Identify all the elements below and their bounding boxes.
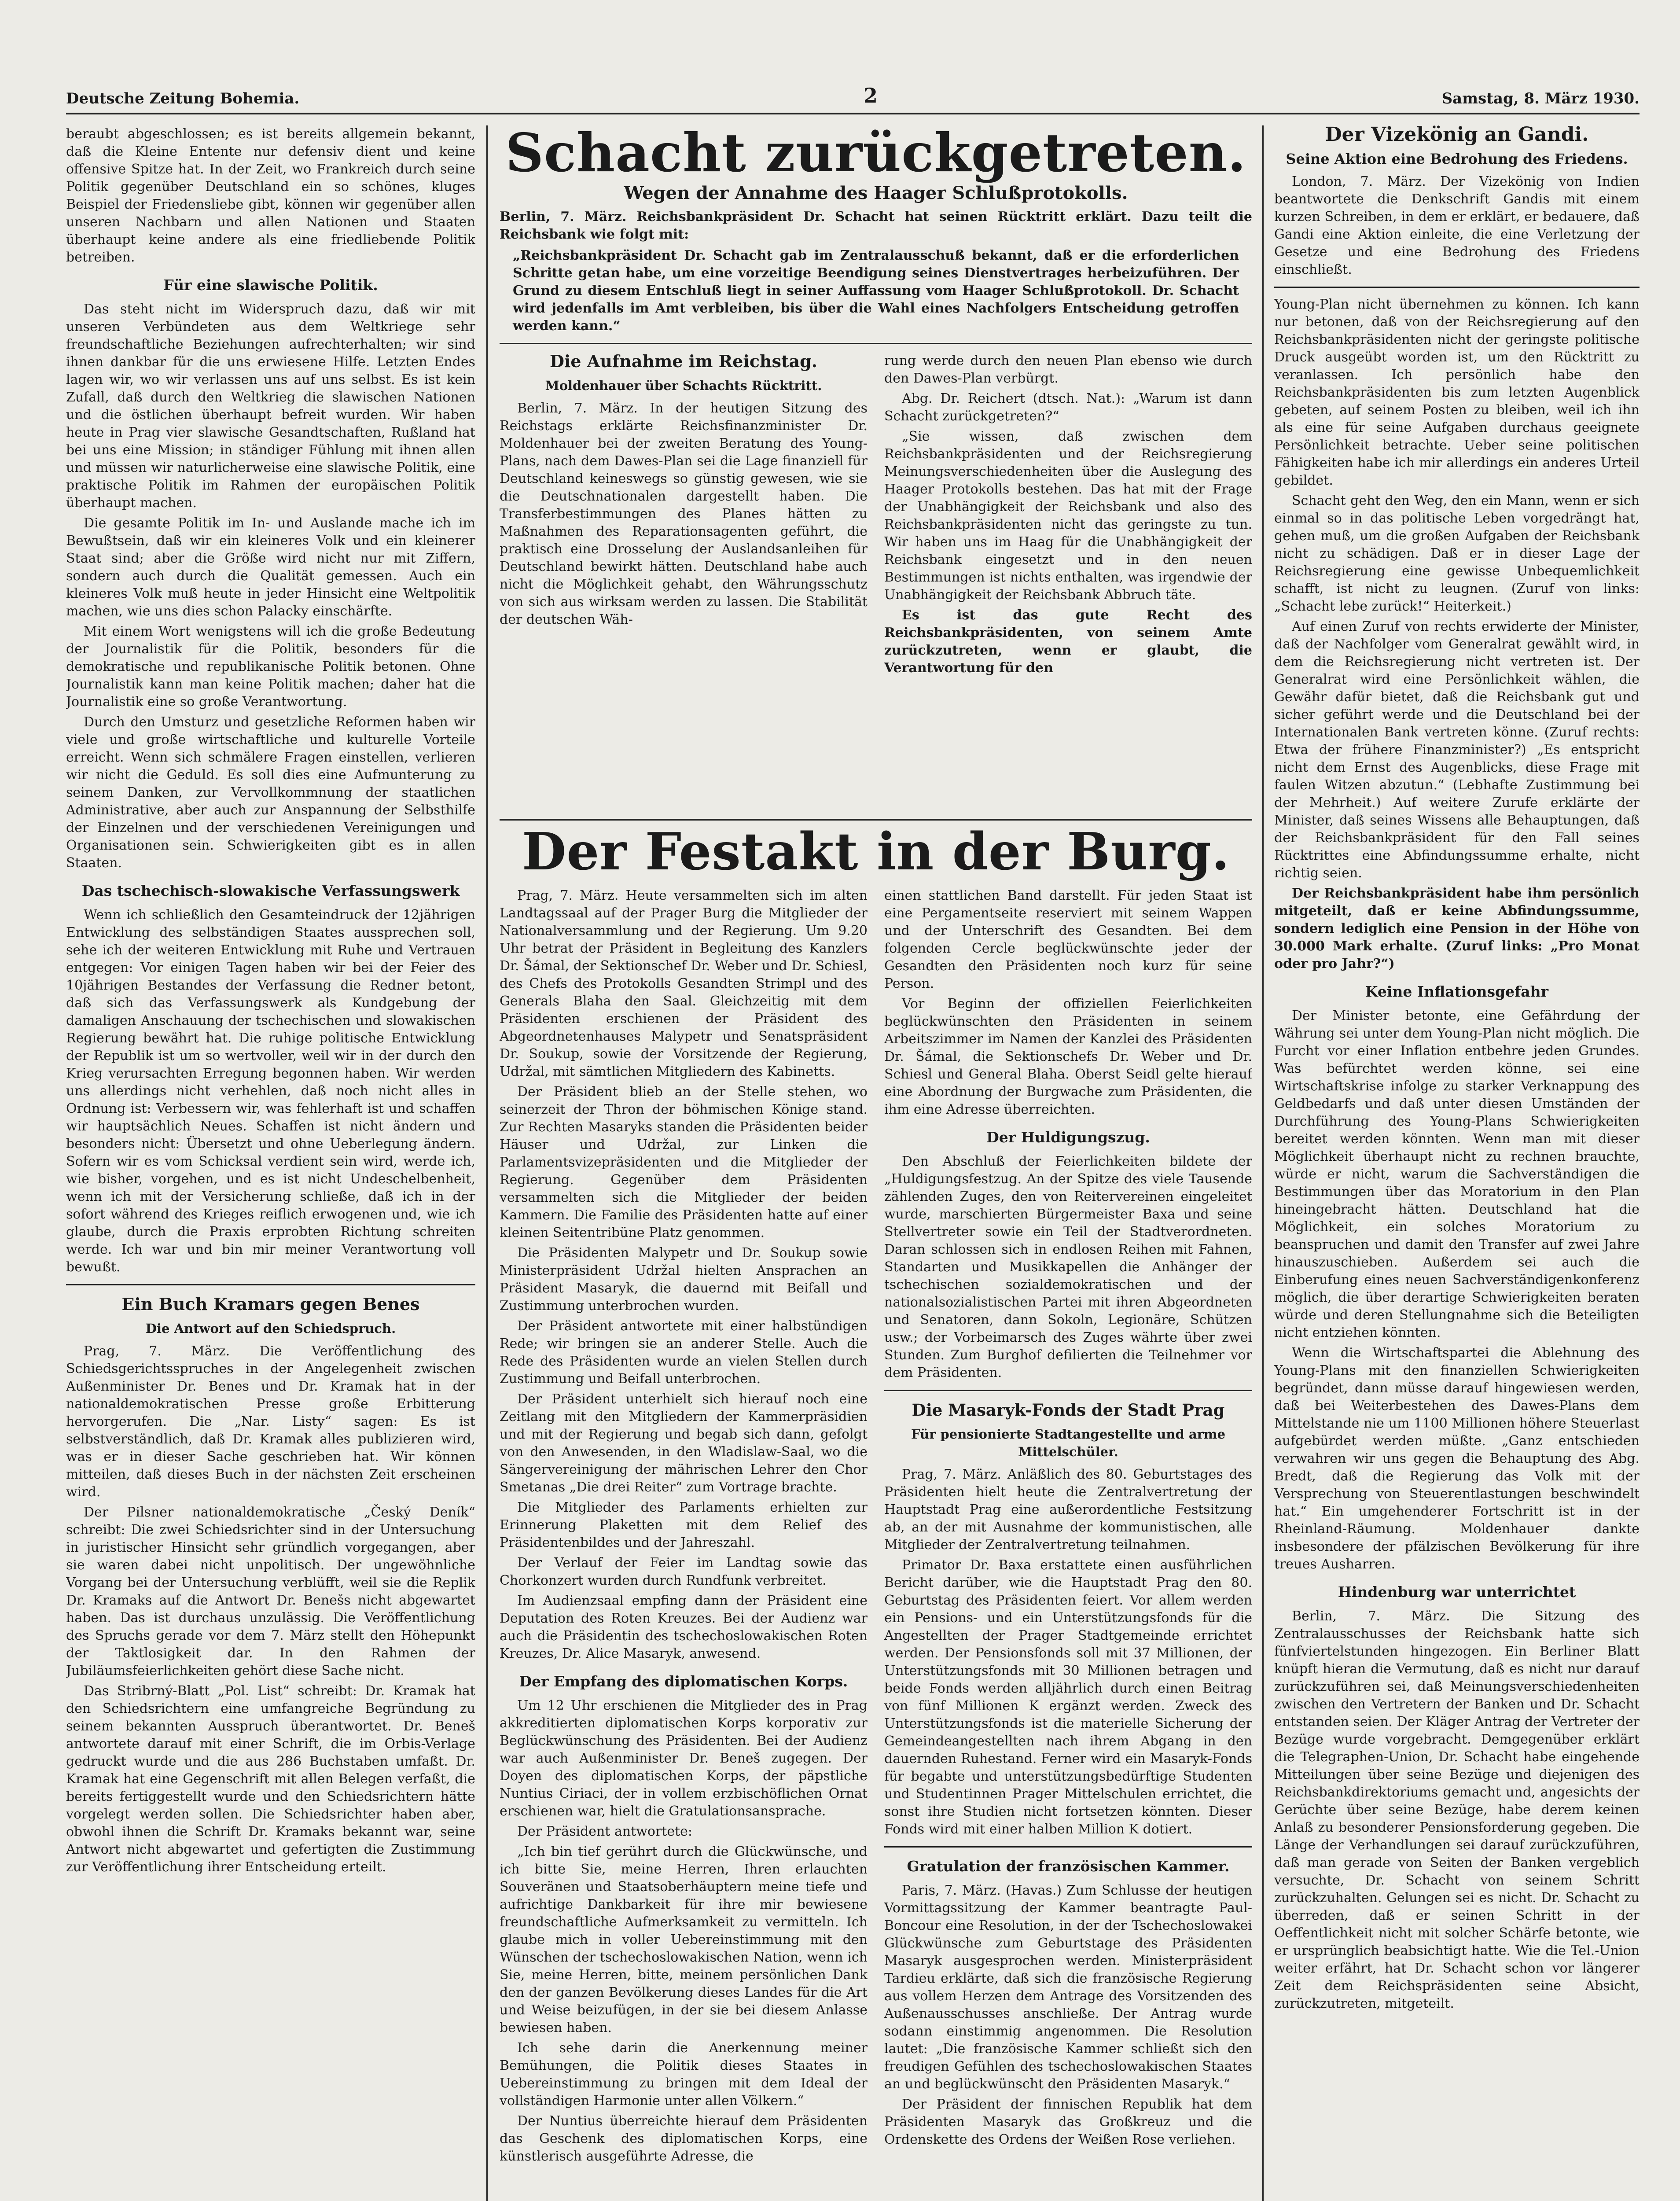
article-paragraph: Im Audienzsaal empfing dann der Präsident eine Deputation des Roten Kreuzes. Bei der Audienz war auch die Präsidentin des tschechoslowakischen Roten Kreuzes, Dr. Alice Masaryk, anwesend. (500, 1593, 868, 1661)
article-paragraph: Es ist das gute Recht des Reichsbankpräsidenten, von seinem Amte zurückzutreten, wenn er glaubt, die Verantwortung für den (884, 607, 1252, 676)
article-paragraph: Schacht geht den Weg, den ein Mann, wenn er sich einmal so in das politische Leben vorgedrängt hat, gehen muß, um die großen Aufgaben der Reichsbank nicht zu schädigen. Daß er in dieser Lage der Reichsregierung eine gewisse Unbequemlichkeit schafft, ist nicht zu leugnen. (Zuruf von links: „Schacht lebe zurück!“ Heiterkeit.) (1274, 493, 1640, 614)
article-paragraph: Paris, 7. März. (Havas.) Zum Schlusse der heutigen Vormittagssitzung der Kammer beantragte Paul-Boncour eine Resolution, in der der Tschechoslowakei Glückwünsche zum Geburtstage des Präsidenten Masaryk ausgesprochen werden. Ministerpräsident Tardieu erklärte, daß sich die französische Regierung aus vollem Herzen dem Antrage des Vorsitzenden des Außenausschusses anschließe. Der Antrag wurde sodann einstimmig angenommen. Die Resolution lautet: „Die französische Kammer schließt sich den freudigen Gefühlen des tschechoslowakischen Staates an und beglückwünscht den Präsidenten Masaryk.“ (884, 1882, 1252, 2092)
article-paragraph: Mit einem Wort wenigstens will ich die große Bedeutung der Journalistik für die Politik, besonders für die demokratische und republikanische Politik betonen. Ohne Journalistik kann man keine Politik machen; daher hat die Journalistik eine so große Verantwortung. (66, 624, 475, 710)
article-paragraph: Der Präsident unterhielt sich hierauf noch eine Zeitlang mit den Mitgliedern der Kammerpräsidien und mit der Regierung und begab sich dann, gefolgt von den Anwesenden, in den Wladislaw-Saal, wo die Sängervereinigung der mährischen Lehrer den Chor Smetanas „Die drei Reiter“ zum Vortrage brachte. (500, 1391, 868, 1495)
page-header (66, 77, 1640, 114)
article-paragraph: Das steht nicht im Widerspruch dazu, daß wir mit unseren Verbündeten aus dem Weltkriege sehr freundschaftliche Beziehungen aufrechterhalten; wir sind ihnen dankbar für die uns erwiesene Hilfe. Letzten Endes lagen wir, wo wir verlassen uns auf uns selbst. Es ist kein Zufall, daß durch den Weltkrieg die slawischen Nationen und die östlichen überhaupt befreit wurden. Wir haben heute in Prag vier slawische Gesandtschaften, Rußland hat bei uns eine Mission; in ständiger Fühlung mit ihnen allen und müssen wir naturlicherweise eine slawische Politik, eine praktische Politik im Rahmen der europäischen Politik überhaupt machen. (66, 302, 475, 511)
reichstag-columns (500, 352, 1252, 677)
article-paragraph: Den Abschluß der Feierlichkeiten bildete der „Huldigungsfestzug. An der Spitze des viele Tausende zählenden Zuges, den von Reitervereinen eingeleitet wurde, marschierten Bürgermeister Baxa und seine Stellvertreter sowie ein Teil der Stadtverordneten. Daran schlossen sich in endlosen Reihen mit Fahnen, Standarten und Musikkapellen die Anhänger der tschechischen sozialdemokratischen und der nationalsozialistischen Partei mit ihren Abgeordneten und Senatoren, dann Sokoln, Legionäre, Schützen usw.; der Vorbeimarsch des Zuges währte über zwei Stunden. Zum Burghof defilierten die Teilnehmer vor dem Präsidenten. (884, 1153, 1252, 1380)
article-paragraph: Der Präsident antwortete: (517, 1823, 693, 1839)
festakt-article (500, 825, 1252, 2201)
issue-date: Samstag, 8. März 1930. (1441, 90, 1640, 107)
section-subtitle-masaryk-fonds: Für pensionierte Stadtangestellte und arme Mittelschüler. (911, 1426, 1226, 1459)
article-paragraph: Prag, 7. März. Heute versammelten sich im alten Landtagssaal auf der Prager Burg die Mitglieder der Nationalversammlung und der Regierung. Um 9.20 Uhr betrat der Präsident in Begleitung des Kanzlers Dr. Šámal, der Sektionschef Dr. Weber und Dr. Schiesl, des Chefs des Protokolls Gesandten Strimpl und des Generals Blaha den Saal. Gleichzeitig mit dem Präsidenten erschienen der Präsident des Abgeordnetenhauses Malypetr und Senatspräsident Dr. Soukup, sowie der Vorsitzende der Regierung, Udržal, mit sämtlichen Mitgliedern des Kabinetts. (500, 887, 868, 1079)
intro-text: beraubt abgeschlossen; es ist bereits allgemein bekannt, daß die Kleine Entente nur defensiv dient und keine offensive Spitze hat. In der Zeit, wo Frankreich durch seine Politik gegenüber Deutschland ein so schönes, kluges Beispiel der Friedensliebe gibt, können wir gegenüber allen unseren Nachbarn und allen Nationen und Staaten überhaupt keine andere als eine friedliebende Politik betreiben. (66, 126, 475, 265)
article-paragraph: Der Minister betonte, eine Gefährdung der Währung sei unter dem Young-Plan nicht möglich. Die Furcht vor einer Inflation entbehre jeden Grundes. Was befürchtet werden könne, sei eine Wirtschaftskrise infolge zu starker Verknappung des Geldbedarfs und daß unter diesen Umständen der Durchführung des Young-Plans Schwierigkeiten bereitet werden könnten. Wenn man mit dieser Möglichkeit überhaupt nicht zu rechnen brauchte, würde er nicht, warum die Sachverständigen die Bestimmungen über das Moratorium in den Plan hineingebracht hätten. Deutschland hat die Möglichkeit, ein solches Moratorium zu beanspruchen und damit den Transfer auf zwei Jahre hinauszuschieben. Außerdem sei auch die Einberufung eines neuen Sachverständigenkonferenz möglich, die über derartige Schwierigkeiten beraten würde und deren Stellungnahme sich die Beteiligten nicht entziehen könnten. (1274, 1008, 1640, 1340)
masthead-name: Deutsche Zeitung Bohemia. (66, 90, 300, 107)
article-paragraph: Das Stribrný-Blatt „Pol. List“ schreibt: Dr. Kramak hat den Schiedsrichtern eine umfangreiche Begründung zu seinem bekannten Ausspruch überantwortet. Dr. Beneš antwortete darauf mit einer Schrift, die im Orbis-Verlage gedruckt wurde und die aus 286 Buchstaben umfaßt. Dr. Kramak hat eine Gegenschrift mit allen Belegen verfaßt, die bereits fertiggestellt wurde und den Schiedsrichtern hätte vorgelegt werden sollen. Die Schiedsrichter haben aber, obwohl ihnen die Schrift Dr. Kramaks bekannt war, seine Antwort nicht abgewartet und gefertigten die Zustimmung zur Veröffentlichung ihrer Entscheidung erteilt. (66, 1683, 475, 1875)
article-paragraph: Auf einen Zuruf von rechts erwiderte der Minister, daß der Nachfolger vom Generalrat gewählt wird, in dem die Reichsregierung nicht vertreten ist. Der Generalrat wird eine Persönlichkeit wählen, die Gewähr dafür bietet, daß die Reichsbank gut und sicher geführt werde und die Deutschland bei der Internationalen Bank vertreten könne. (Zuruf rechts: Etwa der frühere Finanzminister?) „Es entspricht nicht dem Ernst des Augenblicks, diese Frage mit faulen Witzen abzutun.“ (Lebhafte Zustimmung bei der Mehrheit.) Auf weitere Zurufe erklärte der Minister, daß seines Wissens alle Behauptungen, daß der Reichsbankpräsident für den Fall seines Rücktrittes eine Abfindungssumme erhalte, nicht richtig seien. (1274, 619, 1640, 881)
schacht-article (500, 125, 1252, 812)
reichstag-col-left (500, 352, 868, 677)
section-divider (884, 1390, 1252, 1391)
section-subtitle-kramar: Die Antwort auf den Schiedspruch. (145, 1321, 396, 1336)
article-paragraph: Young-Plan nicht übernehmen zu können. Ich kann nur betonen, daß von der Reichsregierung auf den Reichsbankpräsidenten nicht der geringste politische Druck ausgeübt worden ist, um den Rücktritt zu veranlassen. Ich persönlich habe den Reichsbankpräsidenten bis zum letzten Augenblick gebeten, auf seinem Posten zu bleiben, weil ich ihn als eine für seine Aufgaben durchaus geeignete Persönlichkeit betrachte. Ueber seine politischen Fähigkeiten habe ich mir allerdings ein anderes Urteil gebildet. (1274, 297, 1640, 488)
section-title-constitution: Das tschechisch-slowakische Verfassungswerk (81, 882, 460, 899)
section-title-reichstag: Die Aufnahme im Reichstag. (550, 351, 817, 371)
article-paragraph: Berlin, 7. März. In der heutigen Sitzung des Reichstags erklärte Reichsfinanzminister Dr. Moldenhauer bei der zweiten Beratung des Young-Plans, nach dem Dawes-Plan sei die Lage finanziell für Deutschland keineswegs so günstig gewesen, wie sie die Deutschnationalen dargestellt haben. Die Transferbestimmungen des Planes hätten zu Maßnahmen des Reparationsagenten geführt, die praktisch eine Drosselung der Auslandsanleihen für Deutschland bewirkt hätten. Deutschland habe auch nicht die Möglichkeit gehabt, den Währungsschutz von sich aus wirksam werden zu lassen. Die Stabilität der deutschen Wäh- (500, 401, 868, 627)
left-column (66, 125, 475, 2201)
column-divider (1262, 125, 1264, 2201)
article-paragraph: Ich sehe darin die Anerkennung meiner Bemühungen, die Politik dieses Staates in Uebereinstimmung zu bringen mit dem Ideal der vollständigen Harmonie unter allen Völkern.“ (500, 2040, 868, 2109)
newspaper-page (66, 77, 1640, 2201)
section-title-huldigungszug: Der Huldigungszug. (986, 1128, 1150, 1146)
article-paragraph: Der Reichsbankpräsident habe ihm persönlich mitgeteilt, daß er keine Abfindungssumme, sondern lediglich eine Pension in der Höhe von 30.000 Mark erhalte. (Zuruf links: „Pro Monat oder pro Jahr?“) (1274, 886, 1640, 972)
column-divider (486, 125, 488, 2201)
article-paragraph: Die Mitglieder des Parlaments erhielten zur Erinnerung Plaketten mit dem Relief des Präsidentenbildes und der Jahreszahl. (500, 1499, 868, 1550)
section-title-diplomats: Der Empfang des diplomatischen Korps. (519, 1672, 848, 1690)
article-paragraph: Der Präsident antwortete mit einer halbstündigen Rede; wir bringen sie an anderer Stelle. Auch die Rede des Präsidenten wurde an vielen Stellen durch Zustimmung und Beifall unterbrochen. (500, 1318, 868, 1387)
section-divider (1274, 287, 1640, 288)
article-paragraph: Vor Beginn der offiziellen Feierlichkeiten beglückwünschten den Präsidenten in seinem Arbeitszimmer im Namen der Kanzlei des Präsidenten Dr. Šámal, die Sektionschefs Dr. Weber und Dr. Schiesl und General Blaha. Oberst Seidl gelte hierauf eine Abordnung der Burgwache zum Präsidenten, die ihm eine Adresse überreichten. (884, 996, 1252, 1117)
section-title-kramar: Ein Buch Kramars gegen Benes (121, 1294, 420, 1314)
festakt-col-left (500, 887, 868, 2165)
article-paragraph: Der Pilsner nationaldemokratische „Český Deník“ schreibt: Die zwei Schiedsrichter sind in der Untersuchung in juristischer Hinsicht sehr gründlich vorgegangen, aber sie waren dabei nicht unpolitisch. Der ungewöhnliche Vorgang bei der Untersuchung verblüfft, weil sie die Replik Dr. Kramaks auf die Antwort Dr. Benešs nicht abgewartet haben. Das ist durchaus unzulässig. Die Veröffentlichung des Spruchs gerade vor dem 7. März stellt den Höhepunkt der Taktlosigkeit dar. In den Rahmen der Jubiläumsfeierlichkeiten gehört diese Sache nicht. (66, 1505, 475, 1678)
section-subtitle-viceroy: Seine Aktion eine Bedrohung des Friedens. (1286, 151, 1628, 167)
section-divider (66, 1284, 475, 1285)
section-divider (500, 819, 1252, 821)
article-paragraph: Der Verlauf der Feier im Landtag sowie das Chorkonzert wurden durch Rundfunk verbreitet. (500, 1555, 868, 1588)
article-paragraph: Wenn ich schließlich den Gesamteindruck der 12jährigen Entwicklung des selbständigen Staates aussprechen soll, sehe ich der weiteren Entwicklung mit Ruhe und Vertrauen entgegen: Vor einigen Tagen haben wir bei der Feier des 10jährigen Bestandes der Verfassung die Redner betont, daß sich das Verfassungswerk als Kundgebung der damaligen Anschauung der tschechischen und slowakischen Regierung bewährt hat. Die ruhige politische Entwicklung der Republik ist um so wertvoller, weil wir in der durch den Krieg verursachten Erregung begonnen haben. Wir werden uns allerdings nicht verhehlen, daß noch nicht alles in Ordnung ist: Verbessern wir, was fehlerhaft ist und schaffen wir hauptsächlich Neues. Schaffen ist nicht ändern und besonders nicht: Übersetzt und ohne Ueberlegung ändern. Sofern wir es vom Schicksal verdient sein wird, werde ich, wie bisher, vorgehen, und es ist nicht Undeschelbenheit, wenn ich mit der Versicherung schließe, daß ich in der sofort während des Krieges reiflich erwogenen und, wie ich glaube, durch die Praxis erprobten Richtung schreiten werde. Ich war und bin mir meiner Verantwortung voll bewußt. (66, 907, 475, 1275)
article-paragraph: Die Präsidenten Malypetr und Dr. Soukup sowie Ministerpräsident Udržal hielten Ansprachen an Präsident Masaryk, die dauernd mit Beifall und Zustimmung unterbrochen wurden. (500, 1245, 868, 1314)
schacht-lead: Berlin, 7. März. Reichsbankpräsident Dr. Schacht hat seinen Rücktritt erklärt. Dazu teilt die Reichsbank wie folgt mit: (500, 209, 1252, 242)
section-divider (500, 343, 1252, 344)
article-paragraph: Prag, 7. März. Anläßlich des 80. Geburtstages des Präsidenten hielt heute die Zentralvertretung der Hauptstadt Prag eine außerordentliche Festsitzung ab, an der mit Ausnahme der kommunistischen, alle Mitglieder der Zentralvertretung teilnahmen. (884, 1466, 1252, 1553)
headline-festakt: Der Festakt in der Burg. (522, 825, 1230, 882)
article-paragraph: Um 12 Uhr erschienen die Mitglieder des in Prag akkreditierten diplomatischen Korps korporativ zur Beglückwünschung des Präsidenten. Bei der Audienz war auch Außenminister Dr. Beneš zugegen. Der Doyen des diplomatischen Korps, der päpstliche Nuntius Ciriaci, der in vollem erzbischöflichen Ornat erschienen war, hielt die Gratulationsansprache. (500, 1697, 868, 1819)
section-divider (884, 1846, 1252, 1848)
article-paragraph: Durch den Umsturz und gesetzliche Reformen haben wir viele und große wirtschaftliche und kulturelle Vorteile erreicht. Wenn sich schmälere Fragen einstellen, verlieren wir nicht die Geduld. Es soll dies eine Aufmunterung zu seinem Danken, zur Vervollkommnung der staatlichen Administrative, aber auch zur Anspannung der Selbsthilfe der Einzelnen und der verschiedenen Vereinigungen und Organisationen sein. Schwierigkeiten gibt es in allen Staaten. (66, 714, 475, 871)
article-paragraph: Die gesamte Politik im In- und Auslande mache ich im Bewußtsein, daß wir ein kleineres Volk und ein kleinerer Staat sind; aber die Größe wird nicht nur mit Ziffern, sondern auch durch die Qualität gemessen. Auch ein kleineres Volk muß heute in jeder Hinsicht eine Weltpolitik machen, wie uns dies schon Palacky einschärfte. (66, 515, 475, 619)
article-paragraph: „Ich bin tief gerührt durch die Glückwünsche, und ich bitte Sie, meine Herren, Ihren erlauchten Souveränen und Staatsoberhäuptern meine tiefe und aufrichtige Dankbarkeit für ihre mir bewiesene freundschaftliche Aufmerksamkeit zu vermitteln. Ich glaube mich in voller Uebereinstimmung mit den Wünschen der tschechoslowakischen Nation, wenn ich Sie, meine Herren, bitte, meinem persönlichen Dank den der ganzen Bevölkerung dieses Landes für die Art und Weise beizufügen, in der sie bei diesem Anlasse bewiesen haben. (500, 1844, 868, 2035)
section-subtitle-reichstag: Moldenhauer über Schachts Rücktritt. (545, 378, 822, 393)
article-paragraph: einen stattlichen Band darstellt. Für jeden Staat ist eine Pergamentseite reserviert mit seinem Wappen und der Unterschrift des Gesandten. Bei dem folgenden Cercle beglückwünschte jeder der Gesandten den Präsidenten noch kurz für seine Person. (884, 887, 1252, 991)
article-paragraph: rung werde durch den neuen Plan ebenso wie durch den Dawes-Plan verbürgt. (884, 353, 1252, 386)
section-title-hindenburg: Hindenburg war unterrichtet (1338, 1583, 1576, 1601)
article-paragraph: Prag, 7. März. Die Veröffentlichung des Schiedsgerichtsspruches in der Angelegenheit zwischen Außenminister Dr. Benes und Dr. Kramak hat in der nationaldemokratischen Presse große Erbitterung hervorgerufen. Die „Nar. Listy“ sagen: Es ist selbstverständlich, daß Dr. Kramak alles publizieren wird, was er in dieser Sache geschrieben hat. Wir können mitteilen, daß dieses Buch in der nächsten Zeit erscheinen wird. (66, 1343, 475, 1500)
section-title-inflation: Keine Inflationsgefahr (1365, 983, 1549, 1000)
article-paragraph: Der Präsident der finnischen Republik hat dem Präsidenten Masaryk das Großkreuz und die Ordenskette des Ordens der Weißen Rose verliehen. (884, 2096, 1252, 2147)
section-title-french-chamber: Gratulation der französischen Kammer. (907, 1857, 1230, 1875)
schacht-quote: „Reichsbankpräsident Dr. Schacht gab im Zentralausschuß bekannt, daß er die erforderlichen Schritte getan habe, um eine vorzeitige Beendigung seines Dienstvertrages herbeizuführen. Der Grund zu diesem Entschluß liegt in seiner Auffassung vom Haager Schlußprotokoll. Dr. Schacht wird jedenfalls im Amt verbleiben, bis über die Wahl eines Nachfolgers Entscheidung getroffen werden kann.“ (513, 248, 1239, 334)
festakt-col-right (884, 887, 1252, 2165)
headline-schacht: Schacht zurückgetreten. (505, 125, 1246, 184)
section-title-viceroy: Der Vizekönig an Gandi. (1325, 125, 1589, 146)
page-number: 2 (863, 84, 878, 107)
reichstag-col-right (884, 352, 1252, 677)
article-paragraph: Berlin, 7. März. Die Sitzung des Zentralausschusses der Reichsbank hatte sich fünfviertelstunden hingezogen. Ein Berliner Blatt knüpft hieran die Vermutung, daß es nicht nur darauf zurückzuführen sei, daß Meinungsverschiedenheiten zwischen den Vertretern der Banken und Dr. Schacht entstanden seien. Der Kläger Antrag der Vertreter der Bezüge wurde vorgebracht. Demgegenüber erklärt die Telegraphen-Union, Dr. Schacht habe eingehende Mitteilungen über seine Bezüge und diejenigen des Reichsbankdirektoriums gemacht und, angesichts der Gerüchte über seine Bezüge, habe derem keinen Anlaß zu besonderer Pensionsforderung gegeben. Die Länge der Verhandlungen sei darauf zurückzuführen, daß man gerade von Seiten der Banken vergeblich versuchte, Dr. Schacht von seinem Schritt zurückzuhalten. Gelungen sei es nicht. Dr. Schacht zu überreden, daß er seinen Schritt in der Oeffentlichkeit nicht mit solcher Schärfe betonte, wie er ursprünglich beabsichtigt hatte. Wie die Tel.-Union weiter erfährt, hat Dr. Schacht schon vor längerer Zeit dem Reichspräsidenten seine Absicht, zurückzutreten, mitgeteilt. (1274, 1608, 1640, 2011)
article-paragraph: Der Präsident blieb an der Stelle stehen, wo seinerzeit der Thron der böhmischen Könige stand. Zur Rechten Masaryks standen die Präsidenten beider Häuser und Udržal, zur Linken die Parlamentsvizepräsidenten und die Mitglieder der Regierung. Gegenüber dem Präsidenten versammelten sich die Mitglieder der beiden Kammern. Die Familie des Präsidenten hatte auf einer kleinen Seitentribüne Platz genommen. (500, 1084, 868, 1240)
article-paragraph: Wenn die Wirtschaftspartei die Ablehnung des Young-Plans mit den finanziellen Schwierigkeiten begründet, dann müsse darauf hingewiesen werden, daß bei Weiterbestehen des Dawes-Plans dem Mittelstande nie um 1100 Millionen höhere Steuerlast aufgebürdet werden müßte. „Ganz entschieden verwahren wir uns gegen die Behauptung des Abg. Bredt, daß die Regierung das Volk mit der Versprechung von Steuerentlastungen beschwindelt hat.“ Ein umgehenderer Fortschritt ist in der Rheinland-Räumung. Moldenhauer dankte insbesondere der pfälzischen Bevölkerung für ihre treues Ausharren. (1274, 1345, 1640, 1572)
subheadline-schacht: Wegen der Annahme des Haager Schlußprotokolls. (624, 183, 1128, 203)
right-column (1274, 125, 1640, 2201)
section-title-masaryk-fonds: Die Masaryk-Fonds der Stadt Prag (912, 1400, 1225, 1420)
article-paragraph: „Sie wissen, daß zwischen dem Reichsbankpräsidenten und der Reichsregierung Meinungsverschiedenheiten über die Auslegung des Haager Protokolls bestehen. Das hat mit der Frage der Unabhängigkeit der Reichsbank und also des Reichsbankpräsidenten nicht das geringste zu tun. Wir haben uns im Haag für die Unabhängigkeit der Reichsbank eingesetzt und in den neuen Bestimmungen ist nichts enthalten, was irgendwie der Unabhängigkeit der Reichsbank Abbruch täte. (884, 429, 1252, 603)
festakt-columns (500, 887, 1252, 2165)
section-title-slavic-policy: Für eine slawische Politik. (163, 276, 378, 294)
article-paragraph: London, 7. März. Der Vizekönig von Indien beantwortete die Denkschrift Gandis mit einem kurzen Schreiben, in dem er erklärt, er bedauere, daß Gandi eine Aktion einleite, die eine Verletzung der Gesetze und eine Bedrohung des Friedens einschließt. (1274, 174, 1640, 277)
article-paragraph: Abg. Dr. Reichert (dtsch. Nat.): „Warum ist dann Schacht zurückgetreten?“ (884, 391, 1252, 424)
article-paragraph: Primator Dr. Baxa erstattete einen ausführlichen Bericht darüber, wie die Hauptstadt Prag den 80. Geburtstag des Präsidenten feiert. Vor allem werden ein Pensions- und ein Unterstützungsfonds für die Angestellten der Prager Stadtgemeinde errichtet werden. Der Pensionsfonds soll mit 37 Millionen, der Unterstützungsfonds mit 30 Millionen betragen und beide Fonds werden alljährlich durch einen Beitrag von fünf Millionen K ergänzt werden. Zweck des Unterstützungsfonds ist die materielle Sicherung der Gemeindeangestellten nach ihrem Abgang in den dauernden Ruhestand. Ferner wird ein Masaryk-Fonds für begabte und unterstützungsbedürftige Studenten und Studentinnen Prager Mittelschulen errichtet, die sonst ihre Studien nicht fortsetzen könnten. Dieser Fonds wird mit einer halben Million K dotiert. (884, 1557, 1252, 1837)
article-paragraph: Der Nuntius überreichte hierauf dem Präsidenten das Geschenk des diplomatischen Korps, eine künstlerisch ausgeführte Adresse, die (500, 2113, 868, 2164)
